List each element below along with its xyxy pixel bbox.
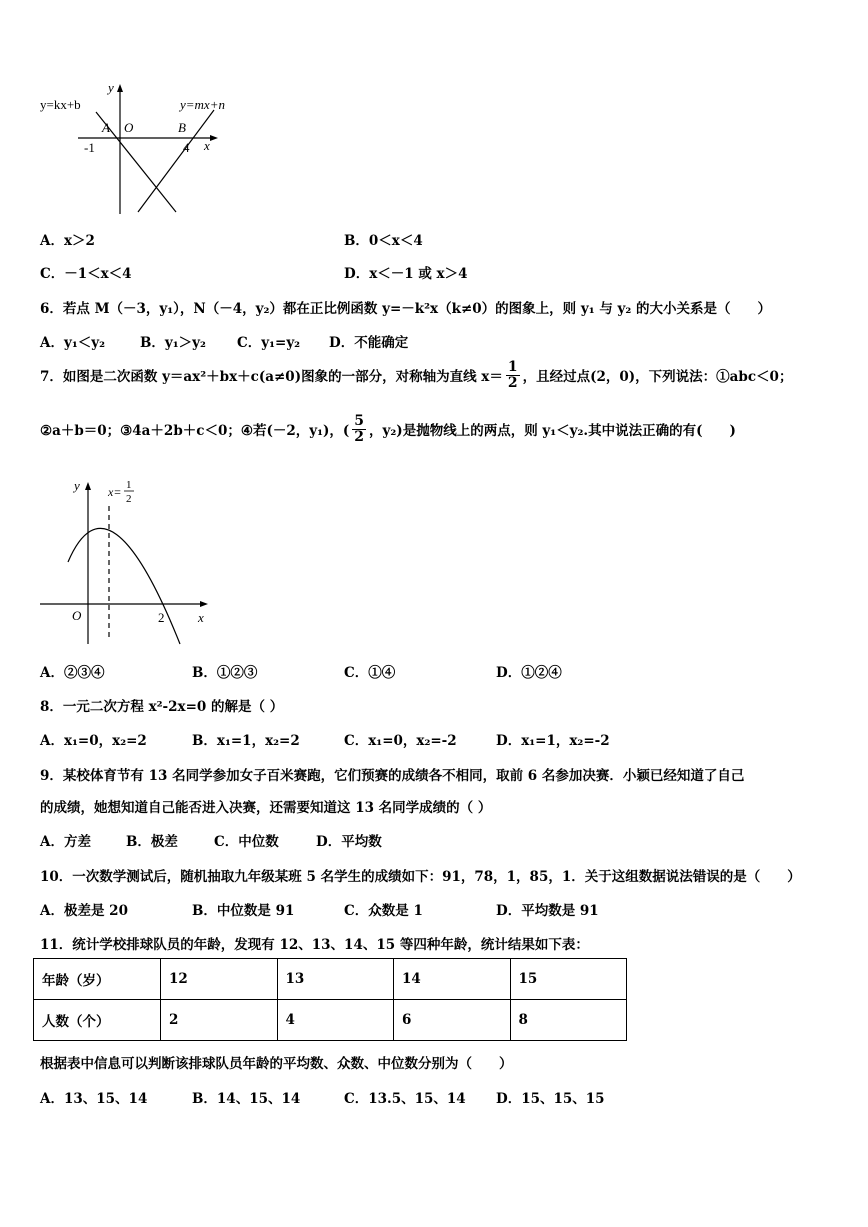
q7-frac1-den: 2 bbox=[507, 374, 518, 391]
q7-line1-pre: 7．如图是二次函数 y＝ax²＋bx＋c(a≠0)图象的一部分，对称轴为直线 x＝ bbox=[40, 369, 503, 386]
table-cell: 年龄（岁） bbox=[34, 959, 161, 1000]
q9-option-c[interactable]: C．中位数 bbox=[214, 834, 279, 850]
sym-axis-label: x= bbox=[108, 485, 122, 499]
age-table bbox=[33, 958, 627, 1041]
q9-stem-line1: 9．某校体育节有 13 名同学参加女子百米赛跑，它们预赛的成绩各不相同，取前 6 名参加决赛．小颖已经知道了自己 bbox=[40, 768, 745, 784]
q9-option-b[interactable]: B．极差 bbox=[126, 834, 178, 850]
eq-left-label: y=kx+b bbox=[40, 97, 81, 112]
q7-stem-line2 bbox=[40, 414, 736, 444]
table-cell: 15 bbox=[510, 959, 627, 1000]
q9-option-d[interactable]: D．平均数 bbox=[316, 834, 382, 850]
q11-after-table: 根据表中信息可以判断该排球队员年龄的平均数、众数、中位数分别为（ ） bbox=[40, 1056, 513, 1072]
q7-option-b[interactable]: B．①②③ bbox=[192, 665, 258, 681]
table-cell: 人数（个） bbox=[34, 1000, 161, 1041]
q7-frac2-num: 5 bbox=[354, 413, 365, 429]
q7-line2-post: ，y₂)是抛物线上的两点，则 y₁＜y₂.其中说法正确的有( ) bbox=[369, 423, 736, 440]
x-axis-arrow bbox=[210, 135, 218, 141]
q8-option-d[interactable]: D．x₁=1，x₂=-2 bbox=[496, 733, 610, 749]
q5-option-c[interactable]: C．－1＜x＜4 bbox=[40, 266, 132, 282]
eq-right-label: y=mx+n bbox=[180, 97, 225, 112]
sym-axis-den: 2 bbox=[126, 493, 132, 505]
origin-label: O bbox=[72, 608, 82, 623]
q8-stem: 8．一元二次方程 x²-2x=0 的解是（ ） bbox=[40, 699, 284, 715]
q7-frac2-den: 2 bbox=[354, 428, 365, 445]
parabola-curve bbox=[68, 528, 180, 644]
q11-option-a[interactable]: A．13、15、14 bbox=[40, 1091, 148, 1107]
q5-option-a[interactable]: A．x＞2 bbox=[40, 233, 95, 249]
q11-option-d[interactable]: D．15、15、15 bbox=[496, 1091, 605, 1107]
sym-axis-num: 1 bbox=[126, 479, 132, 491]
table-cell: 4 bbox=[277, 1000, 394, 1041]
axis-x-label: x bbox=[198, 610, 204, 625]
q7-stem-line1 bbox=[40, 360, 792, 390]
table-row bbox=[34, 1000, 627, 1041]
q6-option-a[interactable]: A．y₁＜y₂ bbox=[40, 335, 105, 351]
tick-b-label: 4 bbox=[183, 140, 190, 155]
q8-option-b[interactable]: B．x₁=1，x₂=2 bbox=[192, 733, 300, 749]
q10-option-c[interactable]: C．众数是 1 bbox=[344, 903, 423, 919]
table-cell: 14 bbox=[394, 959, 511, 1000]
x-axis-arrow bbox=[200, 601, 208, 607]
q6-option-d[interactable]: D．不能确定 bbox=[329, 335, 409, 351]
q7-frac1-num: 1 bbox=[507, 359, 518, 375]
q11-stem: 11．统计学校排球队员的年龄，发现有 12、13、14、15 等四种年龄，统计结果如下表： bbox=[40, 937, 589, 953]
table-cell: 6 bbox=[394, 1000, 511, 1041]
y-axis-arrow bbox=[85, 482, 91, 490]
q8-option-a[interactable]: A．x₁=0，x₂=2 bbox=[40, 733, 147, 749]
y-axis-arrow bbox=[117, 84, 123, 92]
axis-y-label: y bbox=[108, 80, 114, 95]
line-mx-n bbox=[138, 110, 214, 212]
axis-y-label: y bbox=[74, 478, 80, 493]
q11-option-c[interactable]: C．13.5、15、14 bbox=[344, 1091, 466, 1107]
q10-option-a[interactable]: A．极差是 20 bbox=[40, 903, 128, 919]
origin-label: O bbox=[124, 120, 134, 135]
table-cell: 13 bbox=[277, 959, 394, 1000]
q11-option-b[interactable]: B．14、15、14 bbox=[192, 1091, 301, 1107]
q7-option-a[interactable]: A．②③④ bbox=[40, 665, 105, 681]
table-row bbox=[34, 959, 627, 1000]
q9-stem-line2: 的成绩，她想知道自己能否进入决赛，还需要知道这 13 名同学成绩的（ ） bbox=[40, 800, 492, 816]
tick-a-label: -1 bbox=[84, 140, 95, 155]
q5-option-b[interactable]: B．0＜x＜4 bbox=[344, 233, 423, 249]
q7-fraction-2 bbox=[352, 414, 366, 444]
figure-parabola bbox=[38, 474, 218, 650]
table-cell: 8 bbox=[510, 1000, 627, 1041]
point-a-label: A bbox=[102, 120, 110, 135]
q10-stem: 10．一次数学测试后，随机抽取九年级某班 5 名学生的成绩如下：91，78，1，85，1．关于这组数据说法错误的是（ ） bbox=[40, 869, 801, 885]
q7-fraction-1 bbox=[506, 360, 520, 390]
q8-option-c[interactable]: C．x₁=0，x₂=-2 bbox=[344, 733, 457, 749]
q6-stem: 6．若点 M（－3，y₁），N（－4，y₂）都在正比例函数 y=－k²x（k≠0）的图象上，则 y₁ 与 y₂ 的大小关系是（ ） bbox=[40, 301, 771, 317]
axis-x-label: x bbox=[204, 138, 210, 153]
q10-option-b[interactable]: B．中位数是 91 bbox=[192, 903, 295, 919]
q7-line1-post: ，且经过点(2，0)，下列说法：①abc＜0； bbox=[522, 369, 793, 386]
root-label: 2 bbox=[158, 610, 165, 625]
point-b-label: B bbox=[178, 120, 186, 135]
q7-option-d[interactable]: D．①②④ bbox=[496, 665, 562, 681]
q6-option-b[interactable]: B．y₁＞y₂ bbox=[140, 335, 206, 351]
q10-option-d[interactable]: D．平均数是 91 bbox=[496, 903, 599, 919]
q7-option-c[interactable]: C．①④ bbox=[344, 665, 396, 681]
q9-option-a[interactable]: A．方差 bbox=[40, 834, 91, 850]
table-cell: 12 bbox=[161, 959, 278, 1000]
figure-two-lines bbox=[38, 80, 238, 220]
table-cell: 2 bbox=[161, 1000, 278, 1041]
q5-option-d[interactable]: D．x＜－1 或 x＞4 bbox=[344, 266, 468, 282]
q6-option-c[interactable]: C．y₁=y₂ bbox=[237, 335, 301, 351]
q7-line2-pre: ②a＋b＝0；③4a＋2b＋c＜0；④若(－2，y₁)，( bbox=[40, 423, 350, 440]
